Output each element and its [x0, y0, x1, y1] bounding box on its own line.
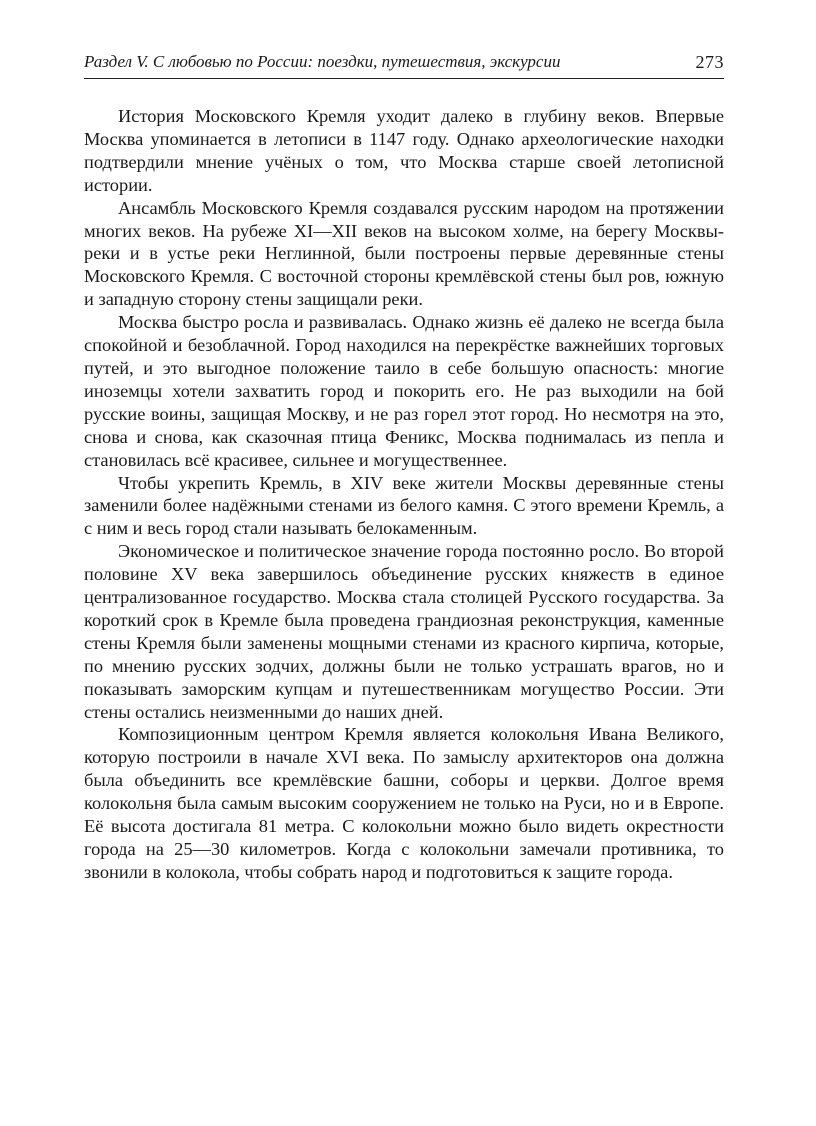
book-page [84, 52, 724, 884]
paragraph: Ансамбль Московского Кремля создавался русским народом на протяжении многих веков. На рубеже XI—XII веков на высоком холме, на берегу Москвы-реки и в устье реки Неглинной, были построены первые деревянные стены Московского Кремля. С восточной стороны кремлёвской стены был ров, южную и западную сторону стены защищали реки. [84, 197, 724, 310]
paragraph: Чтобы укрепить Кремль, в XIV веке жители Москвы деревянные стены заменили более надёжными стенами из белого камня. С этого времени Кремль, а с ним и весь город стали называть белокаменным. [84, 472, 724, 539]
body-text [84, 105, 724, 884]
running-header [84, 52, 724, 79]
paragraph: Экономическое и политическое значение города постоянно росло. Во второй половине XV века завершилось объединение русских княжеств в единое централизованное государство. Москва стала столицей Русского государства. За короткий срок в Кремле была проведена грандиозная реконструкция, каменные стены Кремля были заменены мощными стенами из красного кирпича, которые, по мнению русских зодчих, должны были не только устрашать врагов, но и показывать заморским купцам и путешественникам могущество России. Эти стены остались неизменными до наших дней. [84, 541, 724, 722]
paragraph: История Московского Кремля уходит далеко в глубину веков. Впервые Москва упоминается в летописи в 1147 году. Однако археологические находки подтвердили мнение учёных о том, что Москва старше своей летописной истории. [84, 106, 724, 195]
paragraph: Москва быстро росла и развивалась. Однако жизнь её далеко не всегда была спокойной и безоблачной. Город находился на перекрёстке важнейших торговых путей, и это выгодное положение таило в себе большую опасность: многие иноземцы хотели захватить город и покорить его. Не раз выходили на бой русские воины, защищая Москву, и не раз горел этот город. Но несмотря на это, снова и снова, как сказочная птица Феникс, Москва поднималась из пепла и становилась всё красивее, сильнее и могущественнее. [84, 312, 724, 470]
page-number: 273 [695, 52, 724, 72]
section-title: Раздел V. С любовью по России: поездки, путешествия, экскурсии [84, 52, 561, 71]
paragraph: Композиционным центром Кремля является колокольня Ивана Великого, которую построили в начале XVI века. По замыслу архитекторов она должна была объединить все кремлёвские башни, соборы и церкви. Долгое время колокольня была самым высоким сооружением не только на Руси, но и в Европе. Её высота достигала 81 метра. С колокольни можно было видеть окрестности города на 25—30 километров. Когда с колокольни замечали противника, то звонили в колокола, чтобы собрать народ и подготовиться к защите города. [84, 724, 724, 882]
